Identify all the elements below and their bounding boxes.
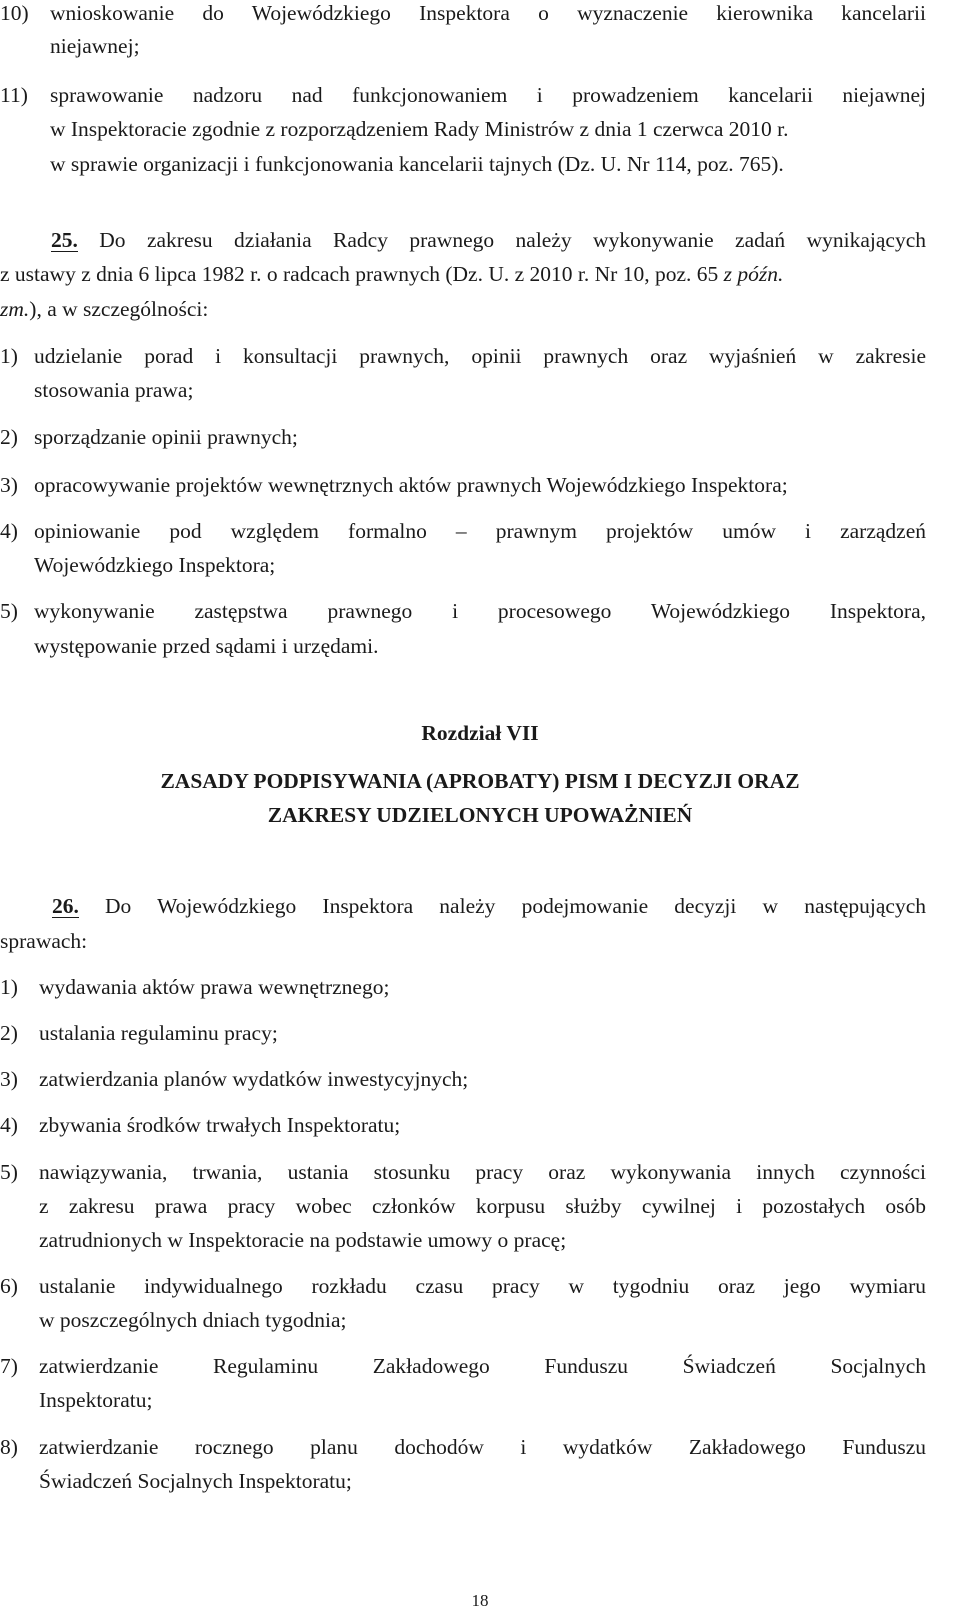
list-item-text: nawiązywania, trwania, ustania stosunku pracy oraz wykonywania innych czynności <box>39 1160 926 1184</box>
paragraph-text: ), a w szczególności: <box>29 297 209 321</box>
paragraph-text: Do zakresu działania Radcy prawnego należy wykonywanie zadań wynikających <box>99 228 926 252</box>
list-number: 7) <box>0 1354 18 1378</box>
list-number: 4) <box>0 1113 18 1137</box>
paragraph-text: z ustawy z dnia 6 lipca 1982 r. o radcach prawnych (Dz. U. z 2010 r. Nr 10, poz. 65 <box>0 262 724 286</box>
list-item-text: w poszczególnych dniach tygodnia; <box>39 1308 347 1332</box>
list-item-text: udzielanie porad i konsultacji prawnych, opinii prawnych oraz wyjaśnień w zakresie <box>34 344 926 368</box>
chapter-title-line: ZASADY PODPISYWANIA (APROBATY) PISM I DECYZJI ORAZ <box>160 769 800 793</box>
paragraph-text-italic: z późn. <box>723 262 784 286</box>
list-item-text: zatwierdzanie Regulaminu Zakładowego Funduszu Świadczeń Socjalnych <box>39 1354 926 1378</box>
chapter-label: Rozdział VII <box>421 721 539 745</box>
list-number: 10) <box>0 1 29 25</box>
list-item-text: Inspektoratu; <box>39 1388 153 1412</box>
list-item-text: zatwierdzania planów wydatków inwestycyjnych; <box>39 1067 469 1091</box>
list-item-text: wnioskowanie do Wojewódzkiego Inspektora o wyznaczenie kierownika kancelarii <box>50 1 926 25</box>
list-item-text: stosowania prawa; <box>34 378 194 402</box>
list-item-text: w sprawie organizacji i funkcjonowania kancelarii tajnych (Dz. U. Nr 114, poz. 765). <box>50 152 784 176</box>
list-number: 8) <box>0 1435 18 1459</box>
page-number: 18 <box>471 1591 489 1610</box>
paragraph-25-line <box>0 296 208 322</box>
list-item-text: występowanie przed sądami i urzędami. <box>34 634 379 658</box>
list-item-text: opiniowanie pod względem formalno – prawnym projektów umów i zarządzeń <box>34 519 926 543</box>
list-item-text: w Inspektoracie zgodnie z rozporządzeniem Rady Ministrów z dnia 1 czerwca 2010 r. <box>50 117 789 141</box>
list-number: 2) <box>0 1021 18 1045</box>
list-item-text: Wojewódzkiego Inspektora; <box>34 553 276 577</box>
list-number: 3) <box>0 1067 18 1091</box>
list-number: 6) <box>0 1274 18 1298</box>
list-number: 4) <box>0 519 18 543</box>
chapter-title-line: ZAKRESY UDZIELONYCH UPOWAŻNIEŃ <box>267 803 693 827</box>
list-item-text: ustalania regulaminu pracy; <box>39 1021 278 1045</box>
paragraph-text-italic: zm. <box>0 297 30 321</box>
list-number: 5) <box>0 599 18 623</box>
list-item-text: zatwierdzanie rocznego planu dochodów i wydatków Zakładowego Funduszu <box>39 1435 926 1459</box>
list-item-text: sprawowanie nadzoru nad funkcjonowaniem i prowadzeniem kancelarii niejawnej <box>50 83 926 107</box>
paragraph-25-line <box>51 227 926 253</box>
section-mark: 25. <box>51 228 78 252</box>
section-mark: 26. <box>52 894 79 918</box>
list-number: 1) <box>0 975 18 999</box>
paragraph-25-line <box>0 261 783 287</box>
list-item-text: ustalanie indywidualnego rozkładu czasu pracy w tygodniu oraz jego wymiaru <box>39 1274 926 1298</box>
list-number: 5) <box>0 1160 18 1184</box>
list-item-text: wydawania aktów prawa wewnętrznego; <box>39 975 390 999</box>
list-item-text: z zakresu prawa pracy wobec członków korpusu służby cywilnej i pozostałych osób <box>39 1194 926 1218</box>
list-item-text: wykonywanie zastępstwa prawnego i procesowego Wojewódzkiego Inspektora, <box>34 599 926 623</box>
list-number: 11) <box>0 83 28 107</box>
list-item-text: Świadczeń Socjalnych Inspektoratu; <box>39 1469 352 1493</box>
list-item-text: zatrudnionych w Inspektoracie na podstawie umowy o pracę; <box>39 1228 567 1252</box>
list-item-text: niejawnej; <box>50 34 140 58</box>
paragraph-26-line: sprawach: <box>0 929 88 953</box>
list-number: 2) <box>0 425 18 449</box>
list-number: 3) <box>0 473 18 497</box>
list-number: 1) <box>0 344 18 368</box>
list-item-text: sporządzanie opinii prawnych; <box>34 425 298 449</box>
paragraph-text: Do Wojewódzkiego Inspektora należy podejmowanie decyzji w następujących <box>105 894 926 918</box>
paragraph-26-line <box>52 893 926 919</box>
list-item-text: zbywania środków trwałych Inspektoratu; <box>39 1113 401 1137</box>
list-item-text: opracowywanie projektów wewnętrznych aktów prawnych Wojewódzkiego Inspektora; <box>34 473 788 497</box>
